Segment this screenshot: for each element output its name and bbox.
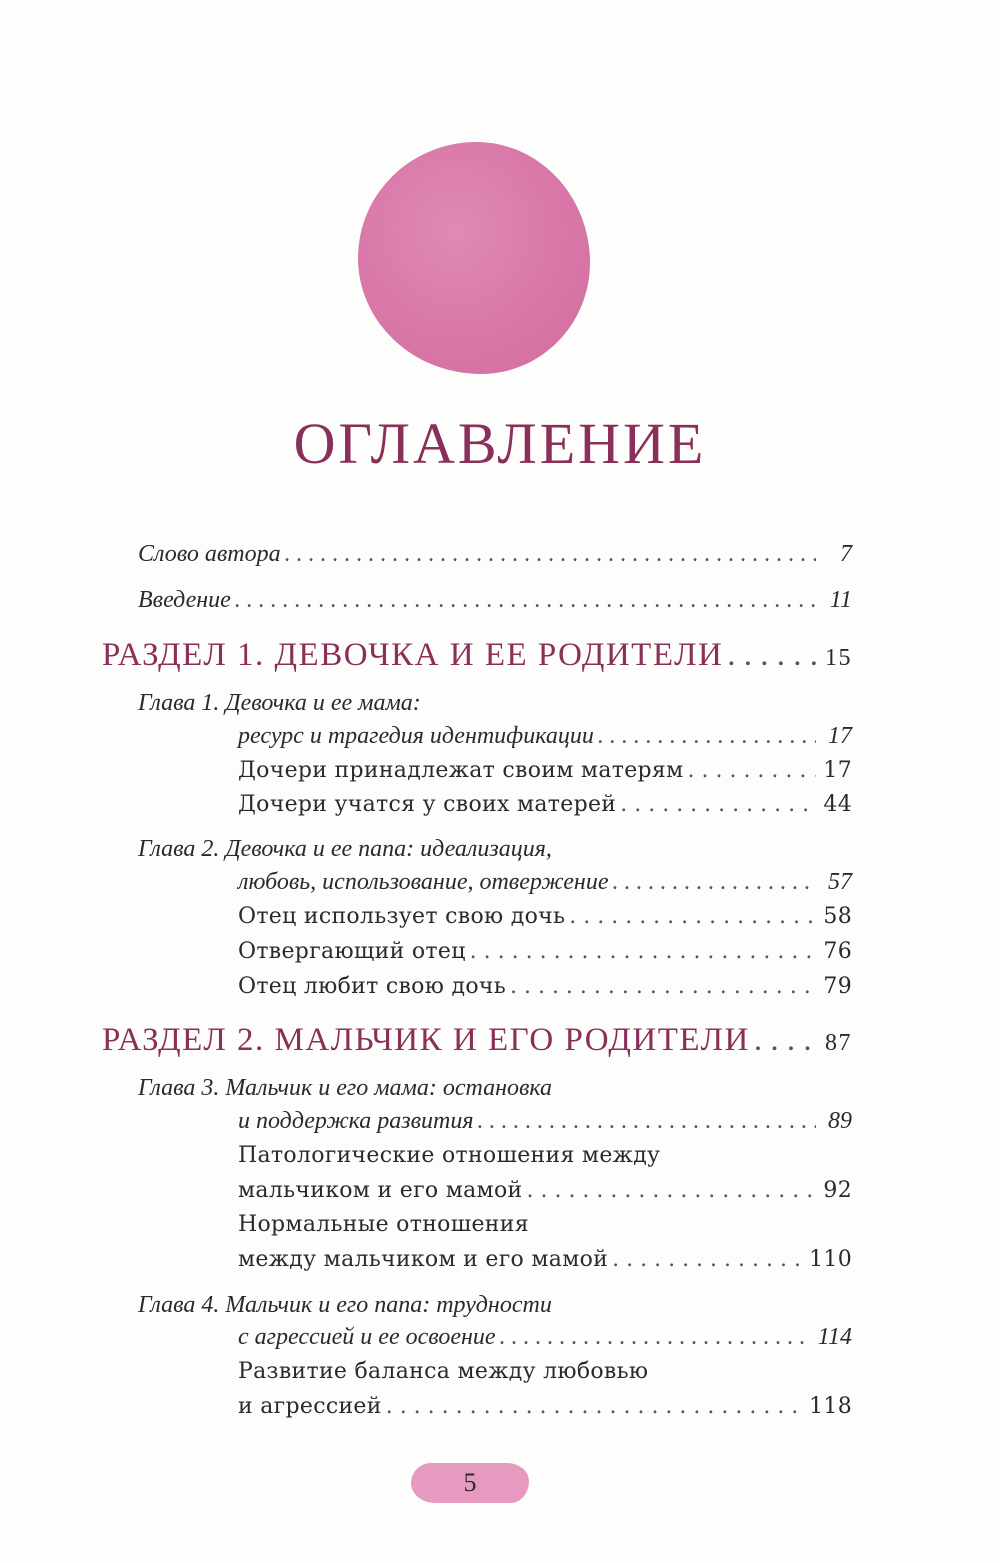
dot-leader	[500, 1322, 812, 1352]
toc-chapter-4[interactable]	[238, 1322, 852, 1352]
toc-chapter-1[interactable]	[238, 721, 852, 751]
dot-leader	[470, 937, 816, 967]
dot-leader	[612, 1245, 803, 1275]
decorative-pink-circle	[358, 142, 590, 374]
toc-entry-intro[interactable]	[138, 585, 852, 615]
toc-chapter-2[interactable]	[238, 867, 852, 897]
toc-section-2[interactable]	[102, 1022, 852, 1058]
toc-entry-text: между мальчиком и его мамой	[238, 1247, 609, 1272]
toc-subentry[interactable]	[238, 790, 852, 820]
toc-chapter-2-title[interactable]: Глава 2. Девочка и ее папа: идеализация,	[138, 836, 552, 862]
toc-chapter-3[interactable]	[238, 1106, 852, 1136]
toc-entry-text: Дочери учатся у своих матерей	[238, 792, 617, 817]
dot-leader	[235, 585, 816, 615]
toc-entry-text: Отвергающий отец	[238, 939, 466, 964]
toc-entry-text: Отец любит свою дочь	[238, 974, 506, 999]
dot-leader	[569, 902, 816, 932]
toc-subentry-line1[interactable]: Нормальные отношения	[238, 1212, 529, 1237]
toc-section-1[interactable]	[102, 637, 852, 673]
toc-subentry-line1[interactable]: Патологические отношения между	[238, 1143, 661, 1168]
page-number: 5	[411, 1463, 529, 1503]
toc-page-number: 17	[823, 758, 852, 783]
dot-leader	[754, 1025, 816, 1055]
dot-leader	[620, 790, 816, 820]
toc-page-number: 87	[825, 1030, 852, 1056]
toc-page-number: 118	[809, 1394, 852, 1419]
page-title: ОГЛАВЛЕНИЕ	[293, 411, 707, 476]
dot-leader	[688, 756, 817, 786]
toc-page-number: 44	[823, 792, 852, 817]
toc-page-number: 11	[829, 587, 852, 613]
toc-chapter-3-title[interactable]: Глава 3. Мальчик и его мама: остановка	[138, 1075, 553, 1101]
toc-section-title: РАЗДЕЛ 1. ДЕВОЧКА И ЕЕ РОДИТЕЛИ	[102, 637, 724, 673]
toc-entry-author-word[interactable]	[138, 539, 852, 569]
toc-subentry[interactable]	[238, 756, 852, 786]
dot-leader	[598, 721, 816, 751]
dot-leader	[613, 867, 817, 897]
toc-subentry-line1[interactable]: Развитие баланса между любовью	[238, 1359, 649, 1384]
toc-subentry[interactable]	[238, 1245, 852, 1275]
toc-page-number: 92	[823, 1178, 852, 1203]
toc-page-number: 110	[809, 1247, 852, 1272]
toc-subentry[interactable]	[238, 1392, 852, 1422]
toc-subentry[interactable]	[238, 972, 852, 1002]
dot-leader	[510, 972, 816, 1002]
toc-entry-text: с агрессией и ее освоение	[238, 1324, 496, 1350]
toc-page-number: 114	[817, 1324, 852, 1350]
toc-page-number: 89	[828, 1108, 852, 1134]
dot-leader	[386, 1392, 803, 1422]
toc-section-title: РАЗДЕЛ 2. МАЛЬЧИК И ЕГО РОДИТЕЛИ	[102, 1022, 750, 1058]
toc-entry-text: ресурс и трагедия идентификации	[238, 723, 594, 749]
toc-entry-text: Отец использует свою дочь	[238, 904, 566, 929]
toc-chapter-1-title[interactable]: Глава 1. Девочка и ее мама:	[138, 690, 421, 716]
toc-chapter-4-title[interactable]: Глава 4. Мальчик и его папа: трудности	[138, 1292, 552, 1318]
toc-page-number: 79	[823, 974, 852, 999]
toc-entry-text: Слово автора	[138, 541, 281, 567]
toc-page-number: 58	[823, 904, 852, 929]
toc-page-number: 7	[840, 541, 852, 567]
toc-subentry[interactable]	[238, 937, 852, 967]
toc-entry-text: и агрессией	[238, 1394, 382, 1419]
toc-page-number: 57	[828, 869, 852, 895]
toc-subentry[interactable]	[238, 1176, 852, 1206]
toc-entry-text: Введение	[138, 587, 231, 613]
toc-subentry[interactable]	[238, 902, 852, 932]
toc-entry-text: мальчиком и его мамой	[238, 1178, 523, 1203]
dot-leader	[727, 640, 816, 670]
dot-leader	[478, 1106, 816, 1136]
toc-page-number: 17	[828, 723, 852, 749]
toc-entry-text: Дочери принадлежат своим матерям	[238, 758, 684, 783]
toc-page-number: 15	[825, 645, 852, 671]
toc-page-number: 76	[823, 939, 852, 964]
toc-entry-text: и поддержка развития	[238, 1108, 474, 1134]
toc-entry-text: любовь, использование, отвержение	[238, 869, 609, 895]
dot-leader	[526, 1176, 816, 1206]
dot-leader	[285, 539, 816, 569]
